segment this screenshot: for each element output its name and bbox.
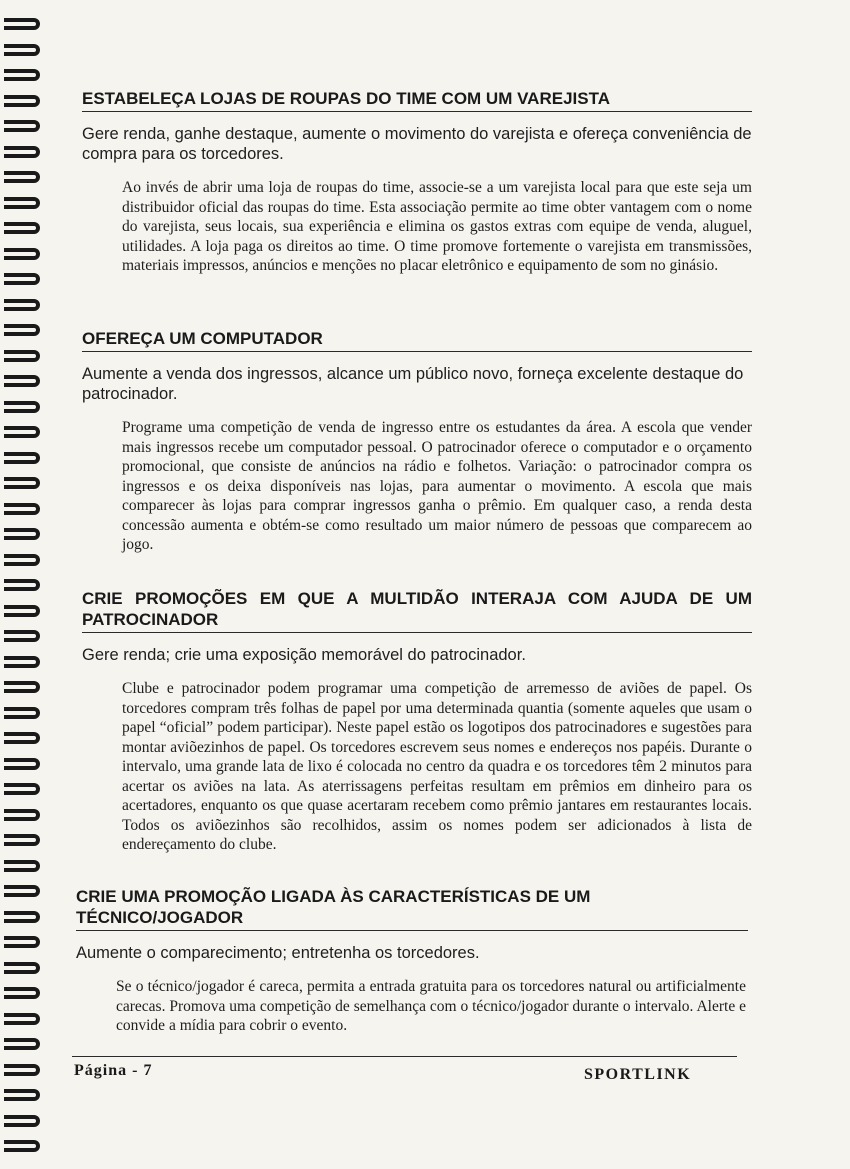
binding-ring (4, 18, 40, 30)
binding-ring (4, 528, 40, 540)
binding-ring (4, 1140, 40, 1152)
section-intro: Gere renda, ganhe destaque, aumente o movimento do varejista e ofereça conveniência de compra para os torcedores. (82, 125, 752, 163)
section-intro: Gere renda; crie uma exposição memorável do patrocinador. (82, 646, 526, 664)
binding-ring (4, 197, 40, 209)
binding-ring (4, 758, 40, 770)
section-heading: CRIE UMA PROMOÇÃO LIGADA ÀS CARACTERÍSTICAS DE UM TÉCNICO/JOGADOR (76, 886, 748, 931)
binding-ring (4, 1089, 40, 1101)
binding-ring (4, 426, 40, 438)
binding-ring (4, 1115, 40, 1127)
section-intro: Aumente o comparecimento; entretenha os torcedores. (76, 944, 480, 962)
binding-ring (4, 401, 40, 413)
binding-ring (4, 1013, 40, 1025)
section-coach-promotion (76, 886, 748, 1036)
binding-ring (4, 911, 40, 923)
binding-ring (4, 936, 40, 948)
section-body: Se o técnico/jogador é careca, permita a entrada gratuita para os torcedores natural ou artificialmente carecas. Promova uma competição de semelhança com o técnico/jogador durante o intervalo. Alerte e convide a mídia para cobrir o evento. (116, 978, 746, 1034)
footer-brand: SPORTLINK (584, 1066, 692, 1083)
binding-ring (4, 69, 40, 81)
section-intro: Aumente a venda dos ingressos, alcance um público novo, forneça excelente destaque do patrocinador. (82, 365, 744, 403)
binding-ring (4, 44, 40, 56)
binding-ring (4, 554, 40, 566)
section-computer (82, 328, 752, 555)
footer-divider (72, 1056, 737, 1057)
binding-ring (4, 987, 40, 999)
binding-ring (4, 1064, 40, 1076)
binding-ring (4, 95, 40, 107)
binding-ring (4, 783, 40, 795)
binding-ring (4, 375, 40, 387)
binding-ring (4, 222, 40, 234)
section-crowd-promotion (82, 588, 752, 855)
binding-ring (4, 477, 40, 489)
binding-ring (4, 146, 40, 158)
section-body: Programe uma competição de venda de ingresso entre os estudantes da área. A escola que vender mais ingressos recebe um computador pessoal. O patrocinador oferece o computador e o orçamento promocional, que consiste de anúncios na rádio e folhetos. Variação: o patrocinador compra os ingressos e os deixa disponíveis nas lojas, para aumentar o movimento. A escola que mais comparecer às lojas para comprar ingressos ganha o prêmio. Em qualquer caso, a renda desta concessão aumenta e obtém-se como resultado um maior número de pessoas que comparecem ao jogo. (122, 419, 752, 553)
binding-ring (4, 1038, 40, 1050)
binding-ring (4, 860, 40, 872)
section-heading: CRIE PROMOÇÕES EM QUE A MULTIDÃO INTERAJA COM AJUDA DE UM PATROCINADOR (82, 588, 752, 633)
spiral-binding (0, 0, 48, 1169)
binding-ring (4, 885, 40, 897)
binding-ring (4, 962, 40, 974)
binding-ring (4, 834, 40, 846)
section-retail-store (82, 88, 752, 276)
binding-ring (4, 171, 40, 183)
binding-ring (4, 350, 40, 362)
section-heading: ESTABELEÇA LOJAS DE ROUPAS DO TIME COM UM VAREJISTA (82, 88, 752, 112)
binding-ring (4, 707, 40, 719)
binding-ring (4, 605, 40, 617)
binding-ring (4, 809, 40, 821)
binding-ring (4, 630, 40, 642)
binding-ring (4, 656, 40, 668)
section-body: Clube e patrocinador podem programar uma competição de arremesso de aviões de papel. Os torcedores compram três folhas de papel por uma determinada quantia (somente aqueles que usam o papel “oficial” podem participar). Neste papel estão os logotipos dos patrocinadores e sugestões para montar aviõezinhos de papel. Os torcedores escrevem seus nomes e endereços nos papéis. Durante o intervalo, uma grande lata de lixo é colocada no centro da quadra e os torcedores têm 2 minutos para acertar os aviões na lata. As aterrissagens perfeitas resultam em prêmios em dinheiro para os acertadores, enquanto os que quase acertaram recebem como prêmio jantares em restaurantes locais. Todos os aviõezinhos são recolhidos, assim os nomes podem ser adicionados à lista de endereçamento do clube. (122, 680, 752, 853)
binding-ring (4, 681, 40, 693)
binding-ring (4, 579, 40, 591)
binding-ring (4, 273, 40, 285)
binding-ring (4, 324, 40, 336)
binding-ring (4, 248, 40, 260)
binding-ring (4, 503, 40, 515)
binding-ring (4, 732, 40, 744)
binding-ring (4, 120, 40, 132)
section-body: Ao invés de abrir uma loja de roupas do time, associe-se a um varejista local para que este seja um distribuidor oficial das roupas do time. Esta associação permite ao time obter vantagem com o nome do varejista, seus locais, sua experiência e elimina os gastos extras com equipe de venda, aluguel, utilidades. A loja paga os direitos ao time. O time promove fortemente o varejista em transmissões, materiais impressos, anúncios e menções no placar eletrônico e equipamento de som no ginásio. (122, 179, 752, 274)
binding-ring (4, 452, 40, 464)
page-number: Página - 7 (74, 1062, 153, 1079)
binding-ring (4, 299, 40, 311)
section-heading: OFEREÇA UM COMPUTADOR (82, 328, 752, 352)
